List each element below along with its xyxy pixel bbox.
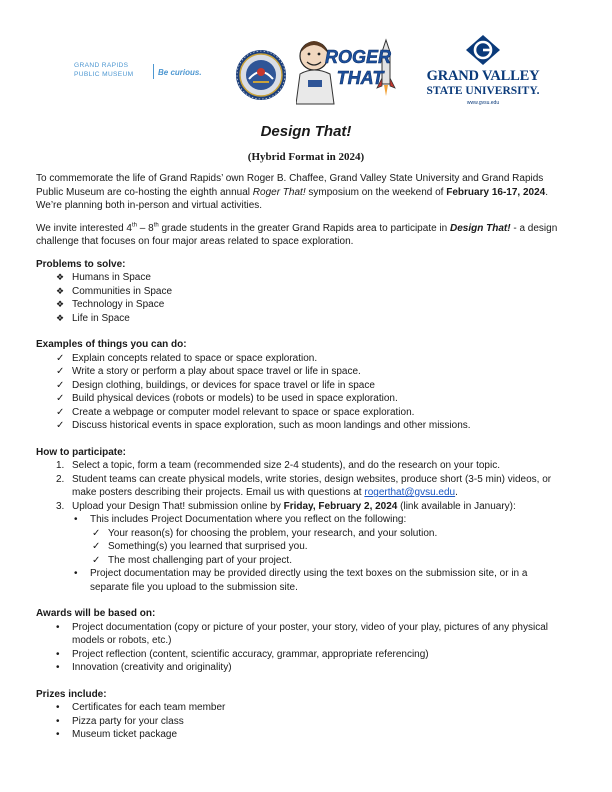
logo-strip	[0, 34, 612, 110]
bullet-icon: •	[56, 729, 60, 740]
list-item: • Certificates for each team member	[56, 702, 226, 713]
list-item: • Innovation (creativity and originality)	[56, 662, 232, 673]
awards-list	[36, 621, 566, 675]
awards-section	[36, 607, 566, 675]
examples-heading: Examples of things you can do:	[36, 339, 187, 350]
checkmark-icon: ✓	[92, 541, 101, 552]
bullet-icon: •	[56, 715, 60, 727]
museum-logo-line-1: GRAND RAPIDS	[74, 62, 129, 69]
problems-list	[36, 271, 566, 325]
examples-section	[36, 338, 566, 433]
page-subtitle: (Hybrid Format in 2024)	[247, 151, 365, 163]
checkmark-icon: ✓	[56, 406, 65, 418]
prizes-section	[36, 688, 566, 742]
flyer-body	[36, 172, 566, 742]
list-item: ✓ Create a webpage or computer model relevant to space or space exploration.	[56, 406, 415, 418]
checkmark-icon: ✓	[56, 352, 65, 364]
email-link[interactable]: rogerthat@gvsu.edu	[364, 487, 456, 498]
diamond-bullet-icon: ❖	[56, 312, 65, 323]
checkmark-icon: ✓	[56, 393, 65, 404]
list-item: ❖ Communities in Space	[56, 285, 173, 297]
list-item: • Project reflection (content, scientific accuracy, grammar, appropriate referencing)	[56, 648, 429, 660]
list-item: • Pizza party for your class	[56, 715, 184, 727]
participate-heading: How to participate:	[36, 446, 127, 458]
awards-heading: Awards will be based on:	[36, 608, 156, 619]
prizes-heading: Prizes include:	[36, 688, 107, 700]
list-item: ✓ The most challenging part of your project.	[92, 554, 292, 566]
checkmark-icon: ✓	[56, 366, 65, 377]
roger-logo-word-2: THAT	[336, 68, 384, 88]
museum-logo-line-2: PUBLIC MUSEUM	[74, 70, 134, 78]
list-item: ❖ Life in Space	[56, 312, 130, 324]
documentation-note-list	[36, 567, 566, 594]
intro-paragraph-1: To commemorate the life of Grand Rapids’ own Roger B. Chaffee, Grand Valley State University and Grand Rapids Public Museum are co-hosting the eighth annual Roger That! symposium on the weekend of February 16-17, 2024. We’re planning both in-person and virtual activities.	[36, 173, 548, 211]
list-item: ✓ Discuss historical events in space exploration, such as moon landings and other missions.	[56, 420, 471, 431]
list-item: • Museum ticket package	[56, 729, 178, 740]
bullet-icon: •	[56, 648, 60, 660]
gvsu-logo-line-1: GRAND VALLEY	[426, 68, 540, 84]
participate-section	[36, 446, 566, 595]
checkmark-icon: ✓	[56, 420, 65, 431]
list-item: ❖ Humans in Space	[56, 272, 151, 283]
list-item: ✓ Explain concepts related to space or space exploration.	[56, 352, 318, 364]
list-item: 2. Student teams can create physical models, write stories, design websites, produce short (3-5 min) videos, or make posters describing their projects. Email us with questions at rogerthat@gvsu.edu.	[56, 473, 552, 498]
diamond-bullet-icon: ❖	[56, 285, 65, 296]
seal-emblem-icon	[235, 49, 287, 101]
list-item: ✓ Build physical devices (robots or models) to be used in space exploration.	[56, 393, 398, 404]
checkmark-icon: ✓	[92, 527, 101, 539]
list-item: 3. Upload your Design That! submission online by Friday, February 2, 2024 (link available in January):	[56, 500, 516, 512]
bullet-icon: •	[74, 514, 78, 525]
gvsu-mark-icon	[465, 34, 501, 66]
problems-section	[36, 258, 566, 326]
bullet-icon: •	[56, 702, 60, 713]
bullet-icon: •	[56, 621, 60, 633]
checkmark-icon: ✓	[56, 379, 65, 391]
list-item: • This includes Project Documentation where you reflect on the following:	[74, 514, 407, 525]
page-title: Design That!	[260, 123, 352, 140]
checkmark-icon: ✓	[92, 554, 101, 566]
roger-logo-word-1: ROGER	[324, 47, 392, 67]
intro-paragraph-2: We invite interested 4th – 8th grade students in the greater Grand Rapids area to participate in Design That! - a design challenge that focuses on four major areas related to space exploration.	[36, 222, 558, 247]
list-item: ✓ Something(s) you learned that surprised you.	[92, 541, 308, 552]
diamond-bullet-icon: ❖	[56, 299, 65, 309]
list-item: ✓ Write a story or perform a play about space travel or life in space.	[56, 366, 361, 377]
museum-logo	[74, 62, 206, 84]
prizes-list	[36, 701, 566, 742]
problems-heading: Problems to solve:	[36, 258, 126, 270]
roger-that-logo	[296, 38, 402, 106]
list-item: 1. Select a topic, form a team (recommended size 2-4 students), and do the research on your topic.	[56, 460, 500, 471]
list-item: • Project documentation (copy or picture of your poster, your story, video of your play, pictures of any physical models or robots, etc.)	[56, 621, 548, 646]
step-number: 2.	[56, 473, 65, 485]
reflection-list	[36, 527, 566, 568]
gvsu-logo-line-2: STATE UNIVERSITY.	[426, 85, 540, 97]
bullet-icon: •	[74, 568, 78, 579]
list-item: • Project documentation may be provided directly using the text boxes on the submission site, or in a separate file you upload to the submission site.	[74, 568, 528, 593]
museum-logo-tagline: Be curious.	[158, 68, 202, 77]
list-item: ❖ Technology in Space	[56, 299, 165, 310]
step-number: 3.	[56, 500, 65, 512]
list-item: ✓ Your reason(s) for choosing the problem, your research, and your solution.	[92, 527, 438, 539]
documentation-list	[36, 513, 566, 527]
list-item: ✓ Design clothing, buildings, or devices for space travel or life in space	[56, 379, 375, 391]
diamond-bullet-icon: ❖	[56, 272, 65, 282]
examples-list	[36, 352, 566, 433]
bullet-icon: •	[56, 662, 60, 673]
museum-logo-divider	[153, 64, 154, 79]
gvsu-logo-url: www.gvsu.edu	[466, 100, 500, 106]
gvsu-logo	[424, 34, 546, 110]
step-number: 1.	[56, 460, 65, 471]
participate-steps	[36, 459, 566, 513]
